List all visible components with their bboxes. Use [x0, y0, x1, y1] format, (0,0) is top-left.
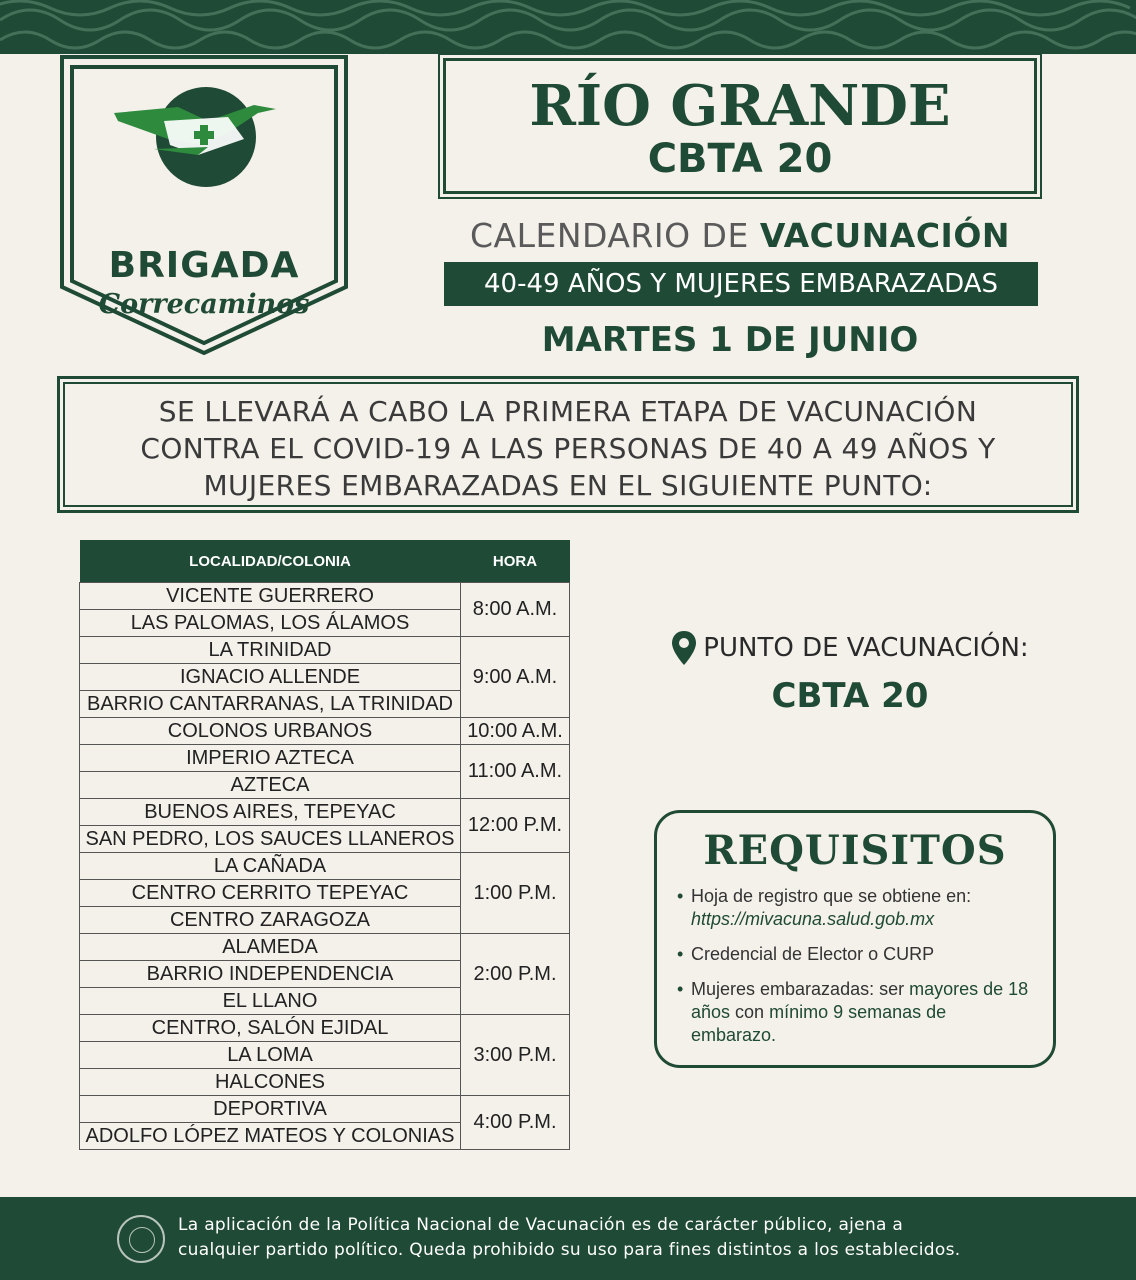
location-title-box [443, 58, 1037, 194]
table-row [80, 1096, 570, 1123]
table-header-row [80, 540, 570, 583]
column-header-hour: HORA [461, 540, 570, 583]
locality-cell: BARRIO INDEPENDENCIA [80, 961, 461, 988]
notice-line: MUJERES EMBARAZADAS EN EL SIGUIENTE PUNTO: [203, 469, 933, 502]
requirement-item [691, 885, 1031, 931]
locality-cell: LA TRINIDAD [80, 637, 461, 664]
table-row [80, 637, 570, 664]
brigada-title: BRIGADA [108, 245, 300, 286]
footer-bar [0, 1197, 1136, 1280]
hour-cell: 9:00 A.M. [461, 637, 570, 718]
footer-line: La aplicación de la Política Nacional de Vacunación es de carácter público, ajena a [178, 1215, 904, 1235]
requirement-item [691, 978, 1031, 1047]
point-name: CBTA 20 [771, 676, 929, 716]
requirement-text: Hoja de registro que se obtiene en: [691, 886, 972, 906]
calendar-prefix: CALENDARIO DE [469, 216, 760, 255]
footer-line: cualquier partido político. Queda prohibido su uso para fines distintos a los establecidos. [178, 1240, 961, 1260]
calendar-bold: VACUNACIÓN [759, 216, 1010, 255]
requirement-text: Mujeres embarazadas: ser [691, 979, 910, 999]
locality-cell: CENTRO CERRITO TEPEYAC [80, 880, 461, 907]
locality-cell: HALCONES [80, 1069, 461, 1096]
locality-cell: ADOLFO LÓPEZ MATEOS Y COLONIAS [80, 1123, 461, 1150]
vaccination-date: MARTES 1 DE JUNIO [541, 320, 919, 360]
notice-line: SE LLEVARÁ A CABO LA PRIMERA ETAPA DE VACUNACIÓN [158, 395, 978, 428]
hour-cell: 4:00 P.M. [461, 1096, 570, 1150]
notice-box [57, 376, 1079, 513]
hour-cell: 8:00 A.M. [461, 583, 570, 637]
locality-cell: SAN PEDRO, LOS SAUCES LLANEROS [80, 826, 461, 853]
locality-cell: CENTRO, SALÓN EJIDAL [80, 1015, 461, 1042]
vaccination-point-label [600, 630, 1100, 666]
locality-cell: EL LLANO [80, 988, 461, 1015]
locality-cell: IGNACIO ALLENDE [80, 664, 461, 691]
hour-cell: 12:00 P.M. [461, 799, 570, 853]
locality-cell: AZTECA [80, 772, 461, 799]
hour-cell: 3:00 P.M. [461, 1015, 570, 1096]
hour-cell: 1:00 P.M. [461, 853, 570, 934]
locality-cell: ALAMEDA [80, 934, 461, 961]
table-row [80, 1015, 570, 1042]
table-row [80, 745, 570, 772]
requirement-highlight: mayores de 18 años [691, 979, 1029, 1022]
calendar-heading [430, 216, 1050, 255]
requirements-title: REQUISITOS [703, 827, 1007, 874]
requirement-text: Credencial de Elector o CURP [691, 944, 935, 964]
locality-cell: CENTRO ZARAGOZA [80, 907, 461, 934]
table-row [80, 934, 570, 961]
table-row [80, 799, 570, 826]
locality-cell: LA LOMA [80, 1042, 461, 1069]
location-pin-icon [671, 630, 697, 666]
footer-disclaimer [178, 1213, 1078, 1263]
requirements-list [691, 885, 1031, 1059]
age-group-bar: 40-49 AÑOS Y MUJERES EMBARAZADAS [444, 262, 1038, 306]
point-label-text: PUNTO DE VACUNACIÓN: [703, 633, 1029, 663]
locality-cell: BARRIO CANTARRANAS, LA TRINIDAD [80, 691, 461, 718]
brigada-badge [58, 55, 350, 355]
locality-cell: LA CAÑADA [80, 853, 461, 880]
requirement-text: con [730, 1002, 770, 1022]
requirement-highlight: mínimo 9 semanas de embarazo. [691, 1002, 947, 1045]
hour-cell: 11:00 A.M. [461, 745, 570, 799]
table-row [80, 583, 570, 610]
decorative-top-band [0, 0, 1136, 54]
vaccination-point [600, 630, 1100, 716]
locality-cell: LAS PALOMAS, LOS ÁLAMOS [80, 610, 461, 637]
notice-line: CONTRA EL COVID-19 A LAS PERSONAS DE 40 A 49 AÑOS Y [140, 432, 996, 465]
location-title: RÍO GRANDE [529, 73, 951, 139]
registration-link[interactable]: https://mivacuna.salud.gob.mx [691, 909, 935, 929]
schedule-table [79, 540, 570, 1150]
locality-cell: VICENTE GUERRERO [80, 583, 461, 610]
locality-cell: DEPORTIVA [80, 1096, 461, 1123]
hour-cell: 10:00 A.M. [461, 718, 570, 745]
locality-cell: IMPERIO AZTECA [80, 745, 461, 772]
hour-cell: 2:00 P.M. [461, 934, 570, 1015]
venue-title: CBTA 20 [647, 136, 833, 182]
locality-cell: COLONOS URBANOS [80, 718, 461, 745]
brigada-subtitle: Correcaminos [98, 289, 310, 320]
locality-cell: BUENOS AIRES, TEPEYAC [80, 799, 461, 826]
schedule-body [80, 583, 570, 1150]
requirements-box [654, 810, 1056, 1068]
requirement-item [691, 943, 1031, 966]
column-header-locality: LOCALIDAD/COLONIA [80, 540, 461, 583]
table-row [80, 853, 570, 880]
government-seal-icon [117, 1215, 165, 1263]
table-row [80, 718, 570, 745]
